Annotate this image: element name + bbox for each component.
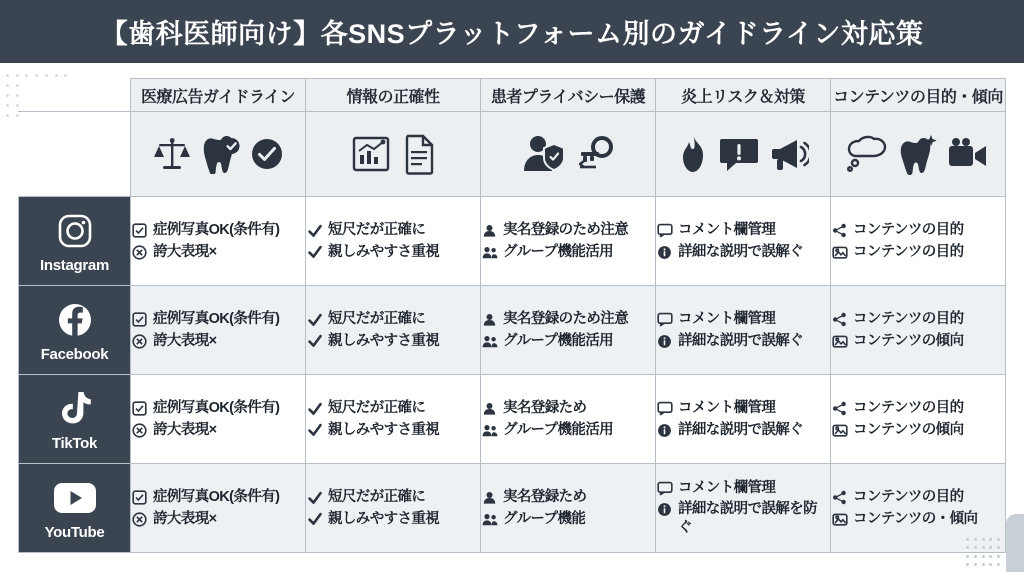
cell-youtube-0 [131,464,306,553]
share-icon [831,489,848,506]
cross-circle-icon [131,511,148,528]
document-icon [402,133,436,175]
info-icon [656,244,673,261]
list-item: グループ機能活用 [481,421,655,439]
list-item: 短尺だが正確に [306,221,480,239]
info-icon [656,333,673,350]
cross-circle-icon [131,244,148,261]
list-item: 短尺だが正確に [306,488,480,506]
check-icon [306,222,323,239]
info-icon [656,501,673,518]
list-item: 実名登録のため注意 [481,310,655,328]
share-icon [831,400,848,417]
tiktok-icon [19,387,130,431]
thought-bubble-icon [847,135,889,173]
row-label-facebook [19,286,131,375]
comment-icon [656,400,673,417]
list-item: 症例写真OK(条件有) [131,488,305,506]
tooth-check-icon [202,134,240,174]
list-item: コンテンツの傾向 [831,421,1005,439]
instagram-icon [19,209,130,253]
cell-facebook-0 [131,286,306,375]
list-item: コンテンツの・傾向 [831,510,1005,528]
check-icon [306,511,323,528]
list-item: 誇大表現× [131,510,305,528]
group-icon [481,333,498,350]
cross-circle-icon [131,333,148,350]
photo-icon [831,511,848,528]
check-icon [306,422,323,439]
list-item: コンテンツの目的 [831,399,1005,417]
cell-instagram-4 [831,197,1006,286]
list-item: グループ機能活用 [481,243,655,261]
photo-icon [831,244,848,261]
column-icons-1 [306,112,481,197]
cell-instagram-3 [656,197,831,286]
scale-icon [152,134,192,174]
key-icon [578,136,614,172]
person-icon [481,489,498,506]
cell-tiktok-0 [131,375,306,464]
check-icon [306,489,323,506]
cell-instagram-2 [481,197,656,286]
column-icons-4 [831,112,1006,197]
list-item: コメント欄管理 [656,399,830,417]
checkbox-icon [131,489,148,506]
youtube-icon [19,476,130,520]
cell-tiktok-3 [656,375,831,464]
person-icon [481,222,498,239]
list-item: コンテンツの目的 [831,310,1005,328]
column-icons-0 [131,112,306,197]
table-header-icon-row [19,112,1006,197]
check-icon [306,244,323,261]
cell-youtube-1 [306,464,481,553]
row-label-tiktok [19,375,131,464]
cell-tiktok-4 [831,375,1006,464]
table-row [19,197,1006,286]
list-item: 実名登録ため [481,399,655,417]
page-title: 【歯科医師向け】各SNSプラットフォーム別のガイドライン対応策 [100,19,924,49]
cell-facebook-4 [831,286,1006,375]
table-row [19,464,1006,553]
guidelines-table [18,78,1006,553]
share-icon [831,311,848,328]
column-header-0: 医療広告ガイドライン [131,79,306,112]
column-header-3: 炎上リスク＆対策 [656,79,831,112]
list-item: 誇大表現× [131,332,305,350]
corner-cell [19,79,131,112]
cell-facebook-3 [656,286,831,375]
cell-tiktok-2 [481,375,656,464]
list-item: コメント欄管理 [656,479,830,497]
comment-icon [656,222,673,239]
guidelines-table-wrapper [18,78,1006,546]
person-shield-icon [522,133,568,175]
check-icon [306,311,323,328]
check-circle-icon [250,137,284,171]
facebook-icon [19,298,130,342]
list-item: グループ機能活用 [481,332,655,350]
list-item: 症例写真OK(条件有) [131,399,305,417]
table-header-row [19,79,1006,112]
list-item: 実名登録ため [481,488,655,506]
checkbox-icon [131,400,148,417]
row-label-instagram [19,197,131,286]
list-item: 誇大表現× [131,243,305,261]
row-label-text: YouTube [44,523,105,541]
list-item: 症例写真OK(条件有) [131,310,305,328]
cross-circle-icon [131,422,148,439]
list-item: 詳細な説明で誤解を防ぐ [656,500,830,536]
table-row [19,375,1006,464]
warning-chat-icon [719,135,759,173]
column-header-2: 患者プライバシー保護 [481,79,656,112]
corner-cell-icons [19,112,131,197]
cell-youtube-3 [656,464,831,553]
column-header-4: コンテンツの目的・傾向 [831,79,1006,112]
list-item: 誇大表現× [131,421,305,439]
column-icons-2 [481,112,656,197]
list-item: コンテンツの目的 [831,243,1005,261]
row-label-text: TikTok [51,434,98,452]
list-item: 親しみやすさ重視 [306,510,480,528]
fire-icon [677,134,709,174]
list-item: 親しみやすさ重視 [306,332,480,350]
cell-instagram-0 [131,197,306,286]
megaphone-icon [769,135,809,173]
list-item: 親しみやすさ重視 [306,421,480,439]
person-icon [481,311,498,328]
row-label-text: Facebook [40,345,109,363]
list-item: 親しみやすさ重視 [306,243,480,261]
list-item: 短尺だが正確に [306,310,480,328]
comment-icon [656,480,673,497]
list-item: コンテンツの目的 [831,488,1005,506]
photo-icon [831,333,848,350]
list-item: 詳細な説明で誤解ぐ [656,421,830,439]
info-icon [656,422,673,439]
page-title-bar [0,0,1024,63]
group-icon [481,511,498,528]
share-icon [831,222,848,239]
list-item: 詳細な説明で誤解ぐ [656,332,830,350]
list-item: 短尺だが正確に [306,399,480,417]
row-label-youtube [19,464,131,553]
person-icon [481,400,498,417]
photo-icon [831,422,848,439]
list-item: コンテンツの目的 [831,221,1005,239]
list-item: 症例写真OK(条件有) [131,221,305,239]
comment-icon [656,311,673,328]
table-row [19,286,1006,375]
cell-instagram-1 [306,197,481,286]
list-item: コメント欄管理 [656,221,830,239]
list-item: コメント欄管理 [656,310,830,328]
cell-youtube-2 [481,464,656,553]
cell-facebook-1 [306,286,481,375]
group-icon [481,244,498,261]
list-item: グループ機能 [481,510,655,528]
cell-tiktok-1 [306,375,481,464]
group-icon [481,422,498,439]
list-item: コンテンツの傾向 [831,332,1005,350]
column-icons-3 [656,112,831,197]
checkbox-icon [131,311,148,328]
corner-decoration [960,514,1024,572]
check-icon [306,333,323,350]
check-icon [306,400,323,417]
chart-icon [350,133,392,175]
column-header-1: 情報の正確性 [306,79,481,112]
cell-facebook-2 [481,286,656,375]
tooth-sparkle-icon [899,133,937,175]
list-item: 実名登録のため注意 [481,221,655,239]
checkbox-icon [131,222,148,239]
row-label-text: Instagram [40,256,109,274]
list-item: 詳細な説明で誤解ぐ [656,243,830,261]
video-camera-icon [947,137,989,171]
